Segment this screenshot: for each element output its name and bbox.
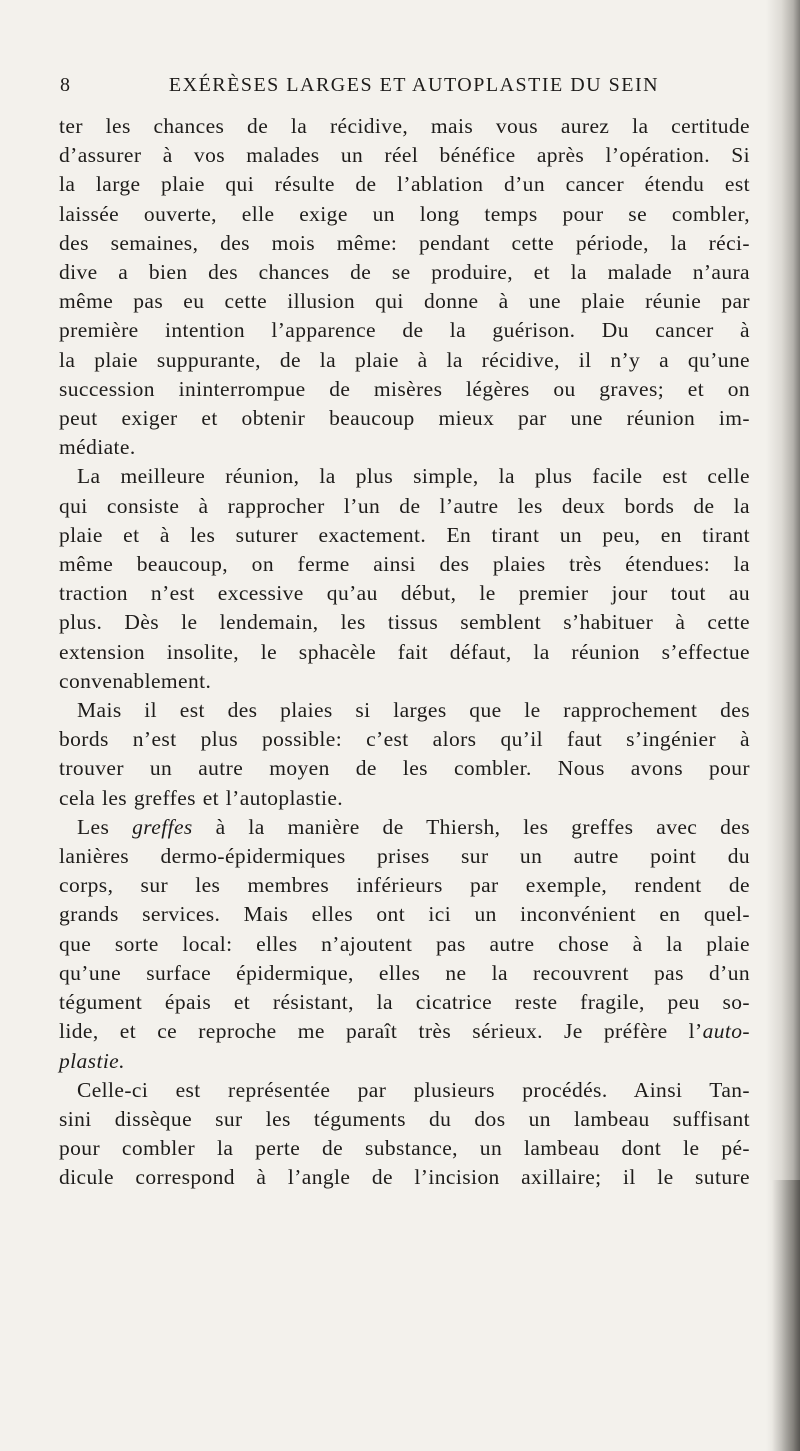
text-line: plus. Dès le lendemain, les tissus semblent s’habituer à cette: [59, 610, 750, 635]
text-line: lanières dermo-épidermiques prises sur un autre point du: [59, 844, 750, 869]
text-line: la plaie suppurante, de la plaie à la récidive, il n’y a qu’une: [59, 347, 750, 372]
text-line: pour combler la perte de substance, un lambeau dont le pé-: [59, 1136, 750, 1161]
text-line: plaie et à les suturer exactement. En tirant un peu, en tirant: [59, 522, 750, 547]
text-line: d’assurer à vos malades un réel bénéfice après l’opération. Si: [59, 143, 750, 168]
text-line: que sorte local: elles n’ajoutent pas autre chose à la plaie: [59, 931, 750, 956]
text-line: tégument épais et résistant, la cicatrice reste fragile, peu so-: [59, 990, 750, 1015]
text-line: bords n’est plus possible: c’est alors qu’il faut s’ingénier à: [59, 727, 750, 752]
text-line: dive a bien des chances de se produire, et la malade n’aura: [59, 260, 750, 285]
text-line: même beaucoup, on ferme ainsi des plaies très étendues: la: [59, 552, 750, 577]
text-line: Les greffes à la manière de Thiersh, les greffes avec des: [77, 814, 750, 839]
running-title: EXÉRÈSES LARGES ET AUTOPLASTIE DU SEIN: [168, 74, 660, 96]
text-line: peut exiger et obtenir beaucoup mieux par une réunion im-: [59, 406, 750, 431]
text-line: qui consiste à rapprocher l’un de l’autre les deux bords de la: [59, 493, 750, 518]
body-text: [59, 112, 750, 1193]
text-line: succession ininterrompue de misères légères ou graves; et on: [59, 376, 750, 401]
text-line: dicule correspond à l’angle de l’incision axillaire; il le suture: [59, 1165, 750, 1190]
text-line: plastie.: [59, 1048, 125, 1073]
text-line: convenablement.: [59, 668, 212, 693]
text-line: lide, et ce reproche me paraît très sérieux. Je préfère l’auto-: [59, 1019, 750, 1044]
text-line: même pas eu cette illusion qui donne à une plaie réunie par: [59, 289, 750, 314]
text-line: médiate.: [59, 435, 136, 460]
text-line: des semaines, des mois même: pendant cette période, la réci-: [59, 230, 750, 255]
text-line: la large plaie qui résulte de l’ablation d’un cancer étendu est: [59, 172, 750, 197]
text-line: trouver un autre moyen de les combler. Nous avons pour: [59, 756, 750, 781]
text-line: grands services. Mais elles ont ici un inconvénient en quel-: [59, 902, 750, 927]
scan-page-edge-shadow-lower: [772, 1180, 800, 1451]
text-line: laissée ouverte, elle exige un long temps pour se combler,: [59, 201, 750, 226]
text-line: cela les greffes et l’autoplastie.: [59, 785, 344, 810]
text-line: sini dissèque sur les téguments du dos un lambeau suffisant: [59, 1106, 750, 1131]
text-line: traction n’est excessive qu’au début, le premier jour tout au: [59, 581, 750, 606]
text-line: La meilleure réunion, la plus simple, la plus facile est celle: [77, 464, 750, 489]
text-line: ter les chances de la récidive, mais vous aurez la certitude: [59, 114, 750, 138]
page-header: [60, 74, 750, 98]
text-line: extension insolite, le sphacèle fait défaut, la réunion s’effectue: [59, 639, 750, 664]
text-line: première intention l’apparence de la guérison. Du cancer à: [59, 318, 750, 343]
text-line: corps, sur les membres inférieurs par exemple, rendent de: [59, 873, 750, 898]
text-line: Mais il est des plaies si larges que le rapprochement des: [77, 698, 750, 723]
text-line: qu’une surface épidermique, elles ne la recouvrent pas d’un: [59, 960, 750, 985]
page-number: 8: [60, 74, 72, 96]
text-line: Celle-ci est représentée par plusieurs procédés. Ainsi Tan-: [77, 1077, 750, 1102]
